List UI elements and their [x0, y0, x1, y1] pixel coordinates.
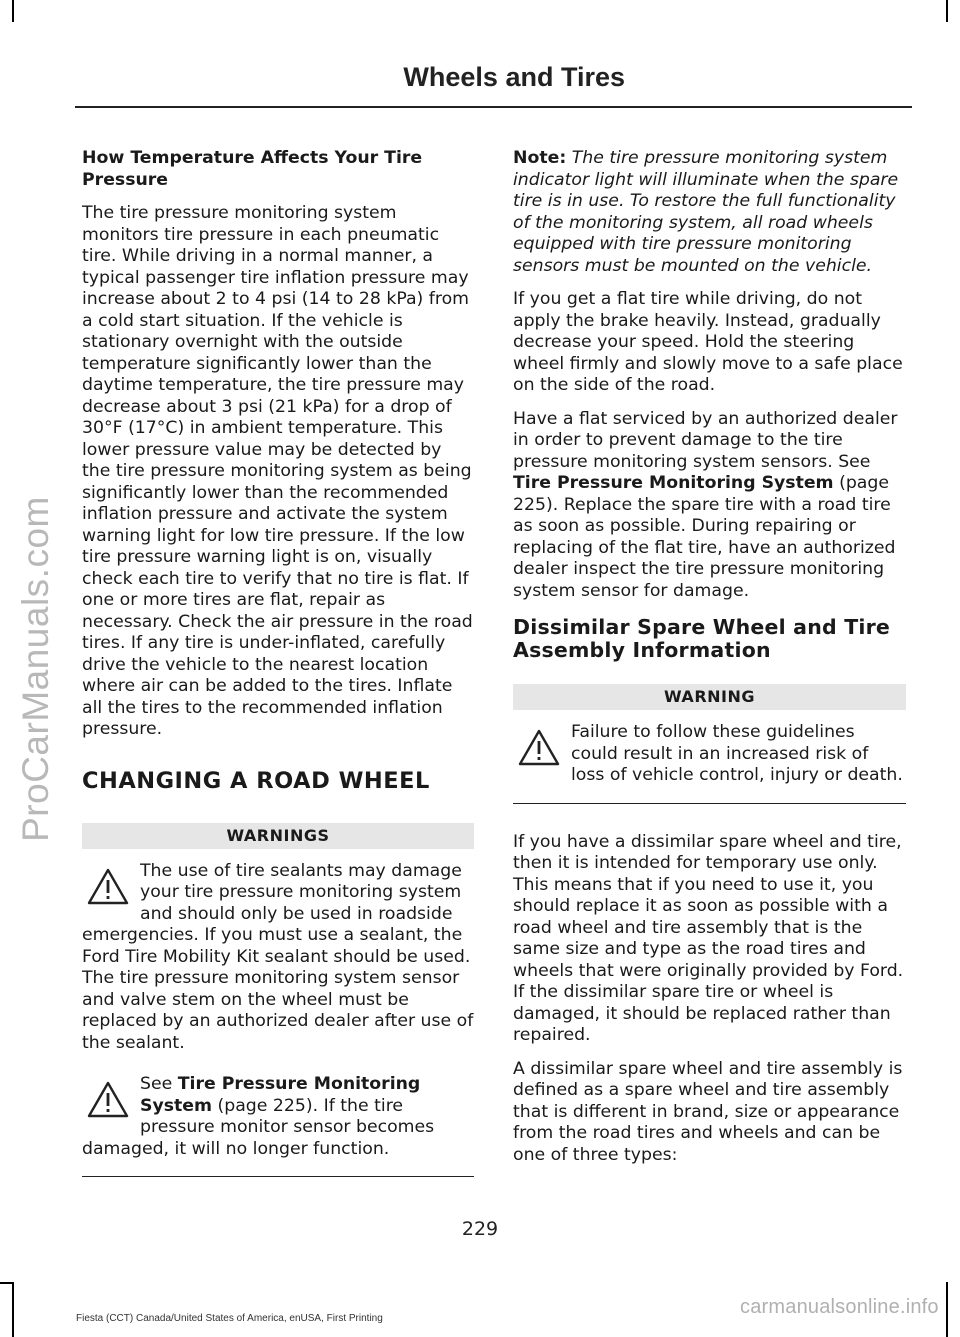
dissimilar-heading: Dissimilar Spare Wheel and Tire Assembly Information [513, 615, 891, 662]
left-column [82, 148, 474, 1205]
tpms-link[interactable]: Tire Pressure Monitoring System [140, 1074, 421, 1116]
changing-wheel-heading: CHANGING A ROAD WHEEL [82, 767, 430, 794]
note-text: The tire pressure monitoring system indicator light will illuminate when the spare tire is in use. To restore the full functionality of the monitoring system, all road wheels equipped with tire pressure monitoring sensors must be mounted on the vehicle. [513, 148, 899, 276]
footer-text: Fiesta (CCT) Canada/United States of America, enUSA, First Printing [76, 1313, 383, 1324]
service-paragraph [513, 409, 906, 603]
note-paragraph [513, 148, 906, 277]
warning-triangle-icon [517, 728, 561, 768]
temperature-body: The tire pressure monitoring system monitors tire pressure in each pneumatic tire. While driving in a normal manner, a typical passenger tire inflation pressure may increase about 2 to 4 psi (14 to 28 kPa) from a cold start situation. If the vehicle is stationary overnight with the outside temperature significantly lower than the daytime temperature, the tire pressure may decrease about 3 psi (21 kPa) for a drop of 30°F (17°C) in ambient temperature. This lower pressure value may be detected by the tire pressure monitoring system as being significantly lower than the recommended inflation pressure and activate the system warning light for low tire pressure. If the low tire pressure warning light is on, visually check each tire to verify that no tire is flat. If one or more tires are flat, repair as necessary. Check the air pressure in the road tires. If any tire is under-inflated, carefully drive the vehicle to the nearest location where air can be added to the tires. Inflate all the tires to the recommended inflation pressure. [82, 203, 473, 739]
warning-sealant-text: The use of tire sealants may damage your tire pressure monitoring system and should only be used in roadside emergencies. If you must use a sealant, the Ford Tire Mobility Kit sealant should be used. The tire pressure monitoring system sensor and valve stem on the wheel must be replaced by an authorized dealer after use of the sealant. [82, 860, 474, 1053]
right-column [513, 148, 906, 1178]
temperature-heading: How Temperature Affects Your Tire Pressure [82, 148, 423, 190]
warning-sensor [82, 1074, 474, 1160]
dissimilar-paragraph-2: A dissimilar spare wheel and tire assembly is defined as a spare wheel and tire assembly that is different in brand, size or appearance from the road tires and wheels and can be one of three types: [513, 1058, 903, 1165]
warning-control [513, 722, 906, 787]
warning-end-rule [513, 803, 906, 804]
warning-end-rule [82, 1176, 474, 1177]
warnings-banner: WARNINGS [82, 823, 474, 849]
watermark [6, 0, 66, 1337]
warning-sensor-text [82, 1074, 474, 1160]
warning-triangle-icon [86, 1080, 130, 1120]
header-divider [75, 106, 912, 108]
tpms-link[interactable]: Tire Pressure Monitoring System [513, 473, 834, 493]
service-post: (page 225). Replace the spare tire with a road tire as soon as possible. During repairing or replacing of the flat tire, have an authorized dealer inspect the tire pressure monitoring system sensor for damage. [513, 473, 896, 601]
warning-banner: WARNING [513, 684, 906, 710]
page-number: 229 [461, 1218, 499, 1240]
footer-logo: carmanualsonline.info [740, 1296, 939, 1318]
watermark-text: ProCarManuals.com [15, 495, 57, 842]
warning-control-text: Failure to follow these guidelines could result in an increased risk of loss of vehicle control, injury or death. [571, 722, 903, 785]
service-pre: Have a flat serviced by an authorized dealer in order to prevent damage to the tire pressure monitoring system sensors. See [513, 408, 898, 472]
warning-sealant [82, 861, 474, 1055]
note-label: Note: [513, 148, 567, 168]
crop-mark [946, 1282, 948, 1337]
warning-triangle-icon [86, 867, 130, 907]
crop-mark [946, 0, 948, 22]
see-text: See [140, 1074, 178, 1094]
warning-sensor-rest: (page 225). If the tire pressure monitor sensor becomes damaged, it will no longer function. [82, 1095, 435, 1159]
dissimilar-paragraph-1: If you have a dissimilar spare wheel and tire, then it is intended for temporary use only. This means that if you need to use it, you should replace it as soon as possible with a road wheel and tire assembly that is the same size and type as the road tires and wheels that were originally provided by Ford. If the dissimilar spare tire or wheel is damaged, it should be replaced rather than repaired. [513, 831, 904, 1045]
page-title: Wheels and Tires [403, 62, 625, 92]
flat-tire-paragraph: If you get a flat tire while driving, do not apply the brake heavily. Instead, gradually decrease your speed. Hold the steering wheel firmly and slowly move to a safe place on the side of the road. [513, 289, 903, 395]
